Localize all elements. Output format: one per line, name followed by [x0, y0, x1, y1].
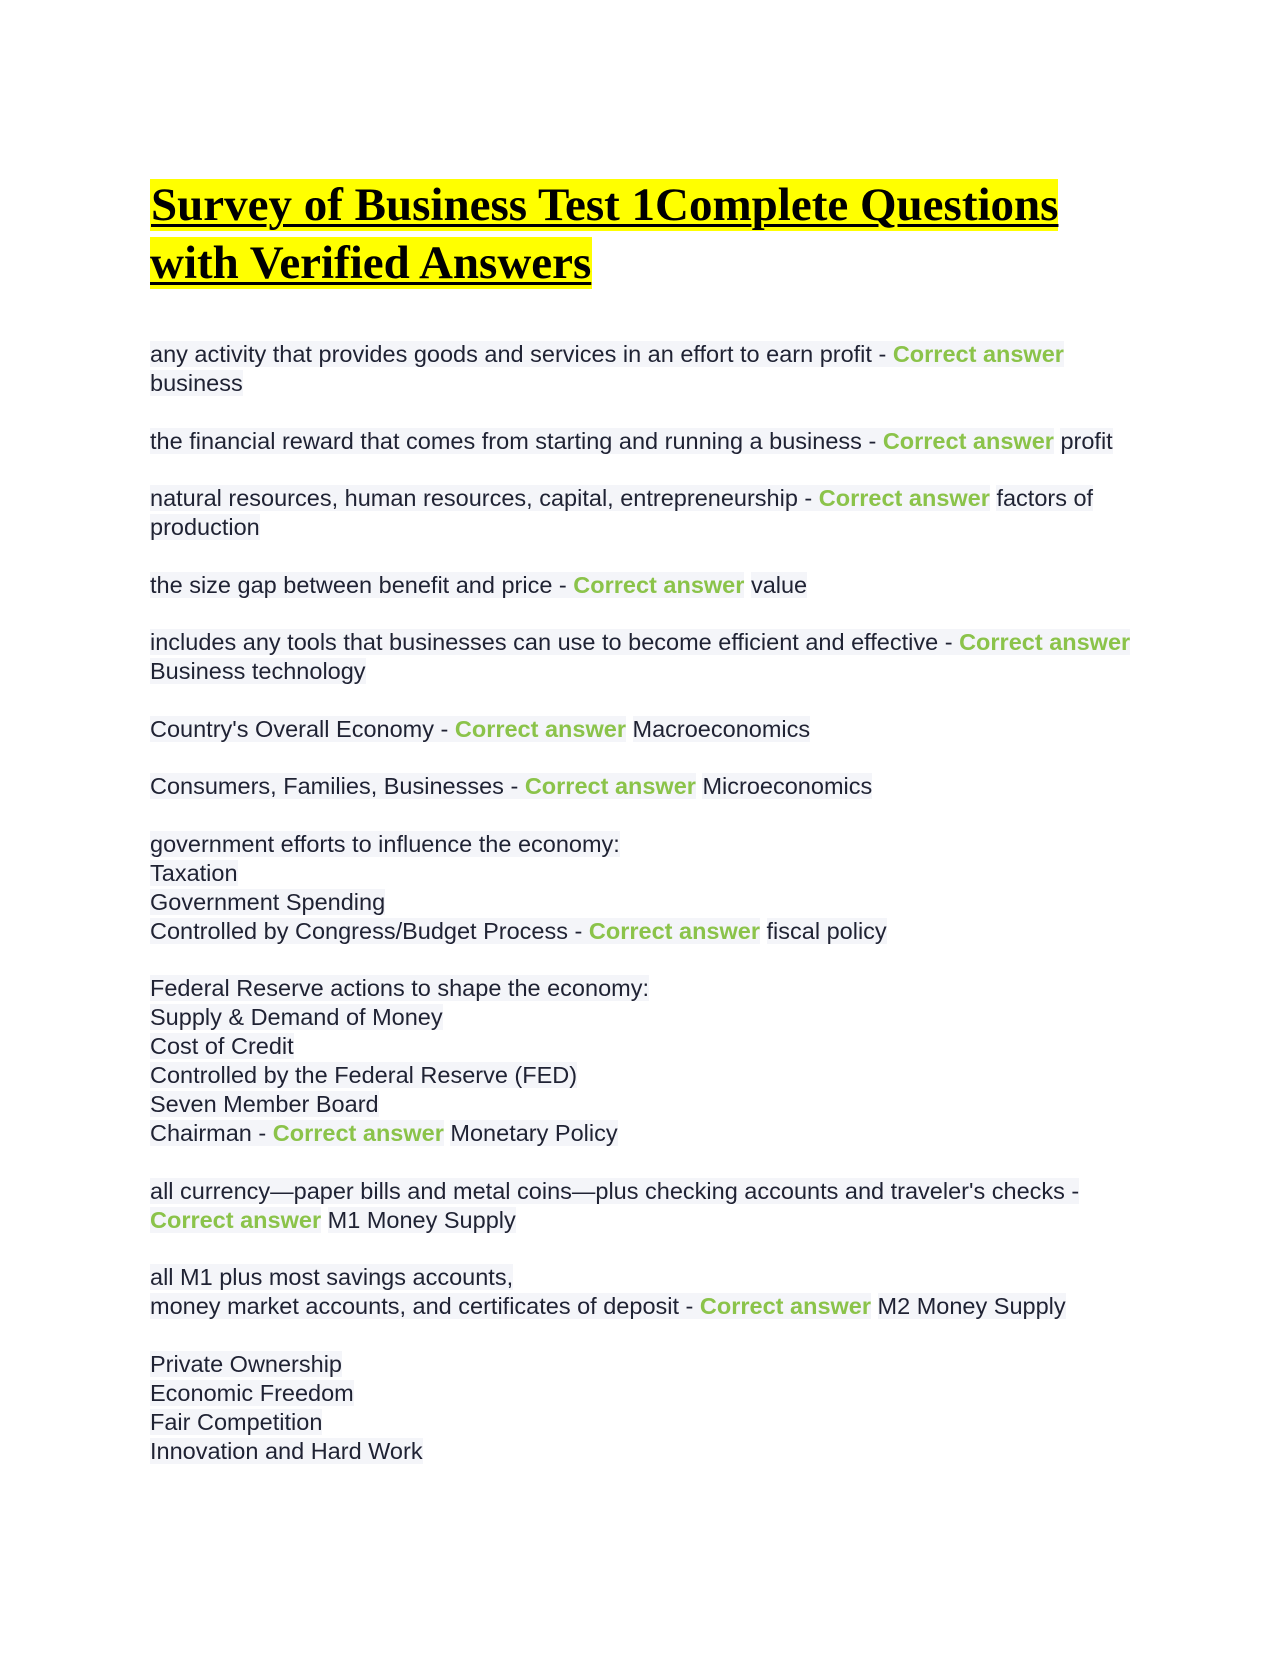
answer-text: Macroeconomics [632, 715, 811, 742]
qa-item [150, 974, 1140, 1148]
correct-answer-label: Correct answer [272, 1120, 444, 1146]
qa-line [150, 888, 1140, 917]
question-text: Economic Freedom [150, 1379, 354, 1406]
correct-answer-label: Correct answer [959, 629, 1131, 655]
correct-answer-label: Correct answer [573, 571, 745, 598]
question-text: Taxation [150, 859, 238, 886]
qa-item [150, 484, 1140, 542]
question-text: Chairman [150, 1120, 252, 1146]
qa-line [150, 1119, 1140, 1148]
qa-item [150, 772, 1140, 801]
question-text: Private Ownership [150, 1350, 342, 1377]
correct-answer-label: Correct answer [524, 773, 696, 799]
question-text: Consumers, Families, Businesses [150, 773, 504, 799]
separator: - [679, 1293, 700, 1319]
separator: - [503, 773, 525, 799]
qa-item [150, 1263, 1140, 1321]
answer-text: value [750, 571, 808, 598]
qa-line [150, 1292, 1140, 1321]
qa-line [150, 628, 1140, 686]
answer-text: fiscal policy [766, 917, 887, 944]
qa-item [150, 427, 1140, 456]
qa-line [150, 1379, 1140, 1408]
question-text: the financial reward that comes from starting and running a business [150, 427, 862, 454]
qa-line [150, 484, 1140, 542]
qa-item [150, 1177, 1140, 1235]
qa-line [150, 1032, 1140, 1061]
qa-line [150, 715, 1140, 744]
title-highlight: Survey of Business Test 1Complete Questions with Verified Answers [150, 179, 1059, 289]
qa-list [150, 340, 1140, 1466]
question-text: all currency—paper bills and metal coins—plus checking accounts and traveler's checks [150, 1177, 1065, 1204]
question-text: money market accounts, and certificates of deposit [150, 1293, 680, 1319]
answer-text: business [150, 370, 243, 396]
document-page [150, 176, 1140, 1494]
separator: - [552, 571, 574, 598]
question-text: Supply & Demand of Money [150, 1004, 443, 1030]
question-text: the size gap between benefit and price [150, 571, 553, 598]
separator: - [938, 629, 960, 655]
separator: - [568, 917, 589, 944]
correct-answer-label: Correct answer [882, 427, 1054, 454]
qa-line [150, 1061, 1140, 1090]
separator: - [797, 485, 819, 511]
qa-item [150, 715, 1140, 744]
qa-line [150, 1177, 1140, 1235]
qa-line [150, 859, 1140, 888]
correct-answer-label: Correct answer [818, 485, 990, 511]
question-text: Government Spending [150, 888, 386, 915]
question-text: government efforts to influence the economy: [150, 830, 620, 857]
question-text: Cost of Credit [150, 1033, 294, 1059]
correct-answer-label: Correct answer [699, 1293, 872, 1319]
qa-line [150, 917, 1140, 946]
correct-answer-label: Correct answer [892, 341, 1064, 367]
separator: - [251, 1120, 273, 1146]
answer-text: Business technology [150, 658, 366, 684]
answer-text: factors of production [150, 485, 1094, 540]
qa-line [150, 830, 1140, 859]
question-text: Federal Reserve actions to shape the economy: [150, 975, 649, 1001]
question-text: Seven Member Board [150, 1091, 379, 1117]
separator: - [1064, 1177, 1080, 1204]
separator: - [433, 715, 455, 742]
qa-item [150, 830, 1140, 946]
question-text: Country's Overall Economy [150, 715, 434, 742]
separator: - [871, 341, 893, 367]
qa-line [150, 772, 1140, 801]
qa-line [150, 1090, 1140, 1119]
answer-text: M1 Money Supply [327, 1206, 516, 1233]
question-text: Controlled by the Federal Reserve (FED) [150, 1062, 578, 1088]
question-text: Innovation and Hard Work [150, 1437, 423, 1464]
correct-answer-label: Correct answer [454, 715, 626, 742]
question-text: all M1 plus most savings accounts, [150, 1264, 514, 1290]
question-text: Fair Competition [150, 1408, 323, 1435]
correct-answer-label: Correct answer [150, 1206, 322, 1233]
qa-line [150, 974, 1140, 1003]
qa-line [150, 340, 1140, 398]
qa-item [150, 340, 1140, 398]
question-text: any activity that provides goods and services in an effort to earn profit [150, 341, 872, 367]
qa-item [150, 571, 1140, 600]
answer-text: Monetary Policy [450, 1120, 618, 1146]
qa-line [150, 1408, 1140, 1437]
qa-line [150, 1003, 1140, 1032]
qa-line [150, 427, 1140, 456]
qa-line [150, 1263, 1140, 1292]
correct-answer-label: Correct answer [588, 917, 760, 944]
answer-text: profit [1060, 427, 1113, 454]
qa-item [150, 628, 1140, 686]
question-text: includes any tools that businesses can use to become efficient and effective [150, 629, 939, 655]
document-title [150, 176, 1140, 292]
answer-text: M2 Money Supply [877, 1293, 1066, 1319]
qa-item [150, 1350, 1140, 1466]
qa-line [150, 571, 1140, 600]
question-text: natural resources, human resources, capital, entrepreneurship [150, 485, 798, 511]
qa-line [150, 1437, 1140, 1466]
answer-text: Microeconomics [702, 773, 873, 799]
separator: - [861, 427, 883, 454]
question-text: Controlled by Congress/Budget Process [150, 917, 568, 944]
qa-line [150, 1350, 1140, 1379]
